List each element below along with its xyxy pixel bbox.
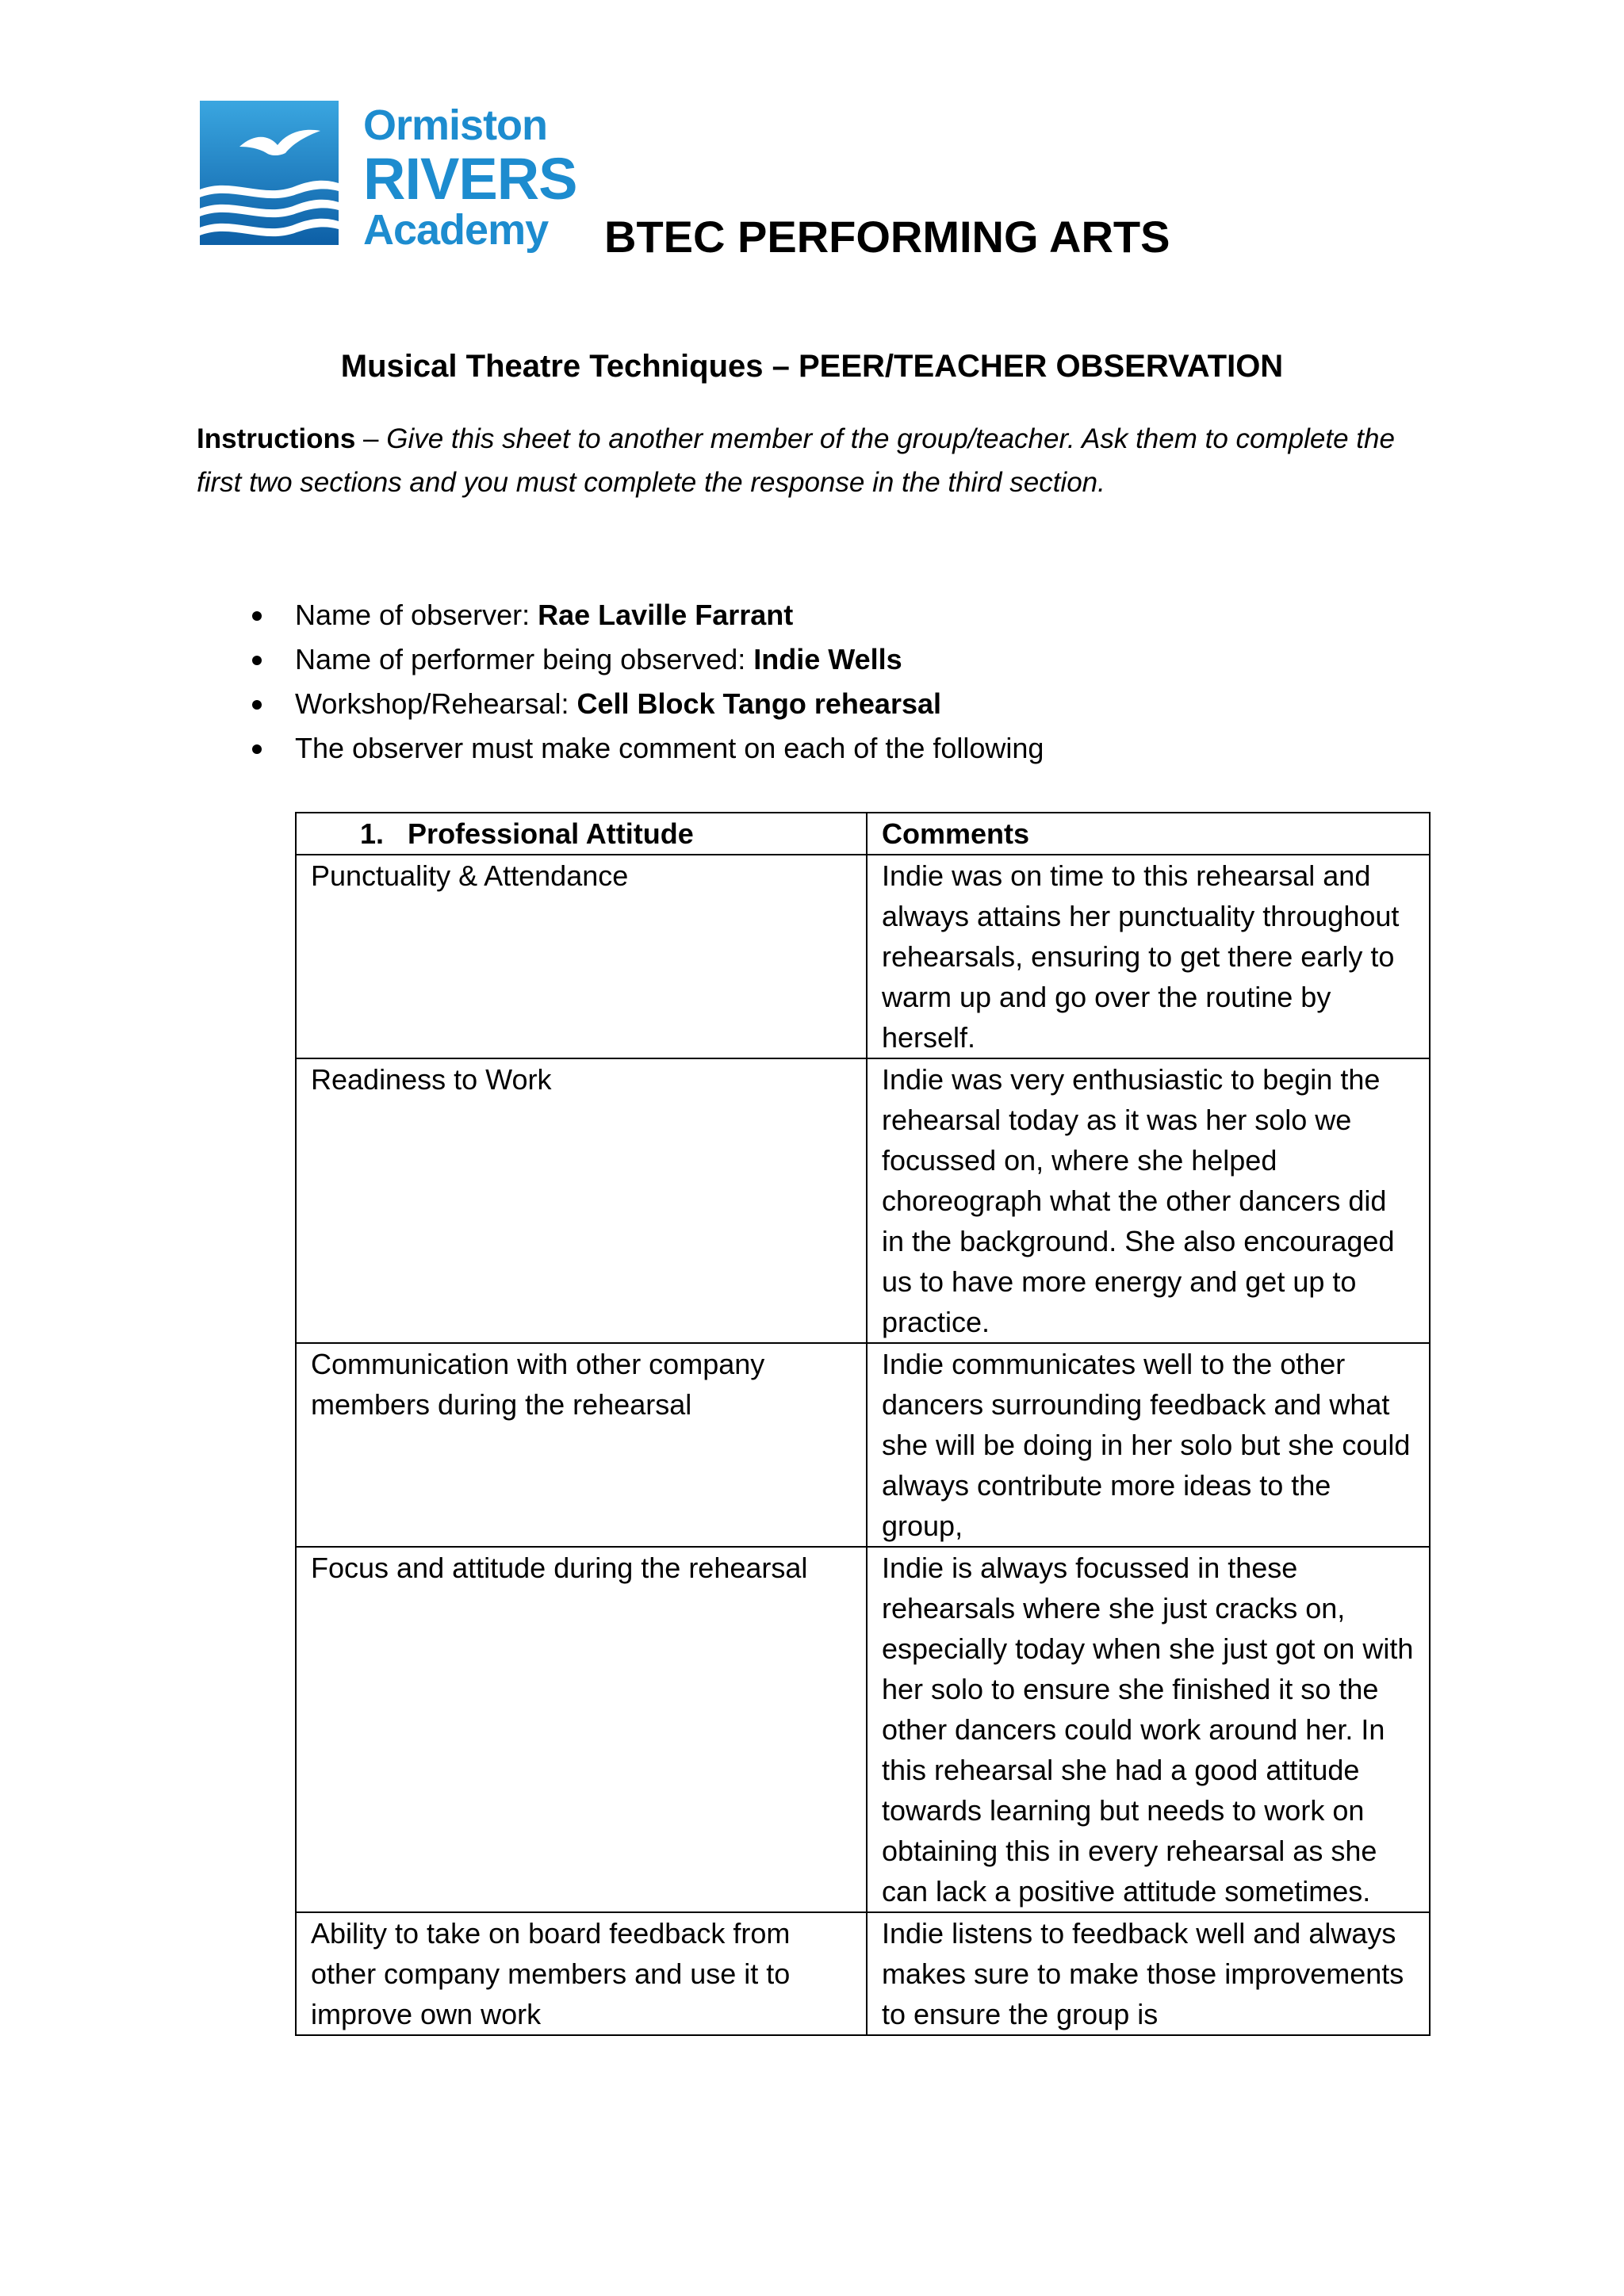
criterion-cell: Readiness to Work <box>296 1058 867 1343</box>
table-row <box>296 855 1430 1058</box>
observer-label: Name of observer: <box>295 599 538 631</box>
observation-table <box>295 812 1431 2036</box>
comment-cell: Indie was on time to this rehearsal and always attains her punctuality throughout rehearsals, ensuring to get there early to warm up and go over the routine by herself. <box>867 855 1430 1058</box>
workshop-label: Workshop/Rehearsal: <box>295 687 577 720</box>
section-header <box>296 813 867 855</box>
list-item-observer <box>246 593 1044 637</box>
table-row <box>296 1343 1430 1547</box>
list-item-note <box>246 726 1044 771</box>
observer-name: Rae Laville Farrant <box>538 599 794 631</box>
instructions-paragraph <box>197 417 1434 504</box>
bullet-icon <box>252 656 262 665</box>
form-title: Musical Theatre Techniques – PEER/TEACHER OBSERVATION <box>340 349 1284 384</box>
logo-line-ormiston: Ormiston <box>363 101 548 149</box>
section-title: Professional Attitude <box>408 817 694 850</box>
comment-cell: Indie is always focussed in these rehearsals where she just cracks on, especially today when she just got on with her solo to ensure she finished it so the other dancers could work around her. In this rehearsal she had a good attitude towards learning but needs to work on obtaining this in every rehearsal as she can lack a positive attitude sometimes. <box>867 1547 1430 1912</box>
program-title: BTEC PERFORMING ARTS <box>604 212 1170 262</box>
table-header-row <box>296 813 1430 855</box>
comment-cell: Indie was very enthusiastic to begin the rehearsal today as it was her solo we focussed on, where she helped choreograph what the other dancers did in the background. She also encouraged us to have more energy and get up to practice. <box>867 1058 1430 1343</box>
list-item-performer <box>246 637 1044 682</box>
comments-header: Comments <box>867 813 1430 855</box>
bird-over-waves-icon <box>200 101 339 245</box>
bullet-icon <box>252 611 262 621</box>
comment-cell: Indie communicates well to the other dancers surrounding feedback and what she will be doing in her solo but she could always contribute more ideas to the group, <box>867 1343 1430 1547</box>
list-item-workshop <box>246 682 1044 726</box>
observation-details-list <box>246 593 1044 771</box>
performer-name: Indie Wells <box>753 643 902 675</box>
criterion-cell: Communication with other company members during the rehearsal <box>296 1343 867 1547</box>
instructions-label: Instructions <box>197 423 356 454</box>
performer-label: Name of performer being observed: <box>295 643 754 675</box>
instructions-dash: – <box>355 423 387 454</box>
bullet-icon <box>252 744 262 754</box>
logo-line-rivers: RIVERS <box>363 146 577 212</box>
observer-note: The observer must make comment on each of the following <box>295 732 1044 764</box>
section-number: 1. <box>360 817 385 850</box>
table-row <box>296 1547 1430 1912</box>
criterion-cell: Focus and attitude during the rehearsal <box>296 1547 867 1912</box>
criterion-cell: Ability to take on board feedback from other company members and use it to improve own work <box>296 1912 867 2035</box>
workshop-name: Cell Block Tango rehearsal <box>576 687 941 720</box>
school-logo <box>200 101 577 254</box>
logo-line-academy: Academy <box>363 206 549 254</box>
table-row <box>296 1912 1430 2035</box>
logo-wordmark <box>363 101 577 254</box>
table-row <box>296 1058 1430 1343</box>
criterion-cell: Punctuality & Attendance <box>296 855 867 1058</box>
bullet-icon <box>252 700 262 710</box>
comment-cell: Indie listens to feedback well and always makes sure to make those improvements to ensure the group is <box>867 1912 1430 2035</box>
instructions-text: Give this sheet to another member of the group/teacher. Ask them to complete the first two sections and you must complete the response in the third section. <box>197 423 1395 498</box>
